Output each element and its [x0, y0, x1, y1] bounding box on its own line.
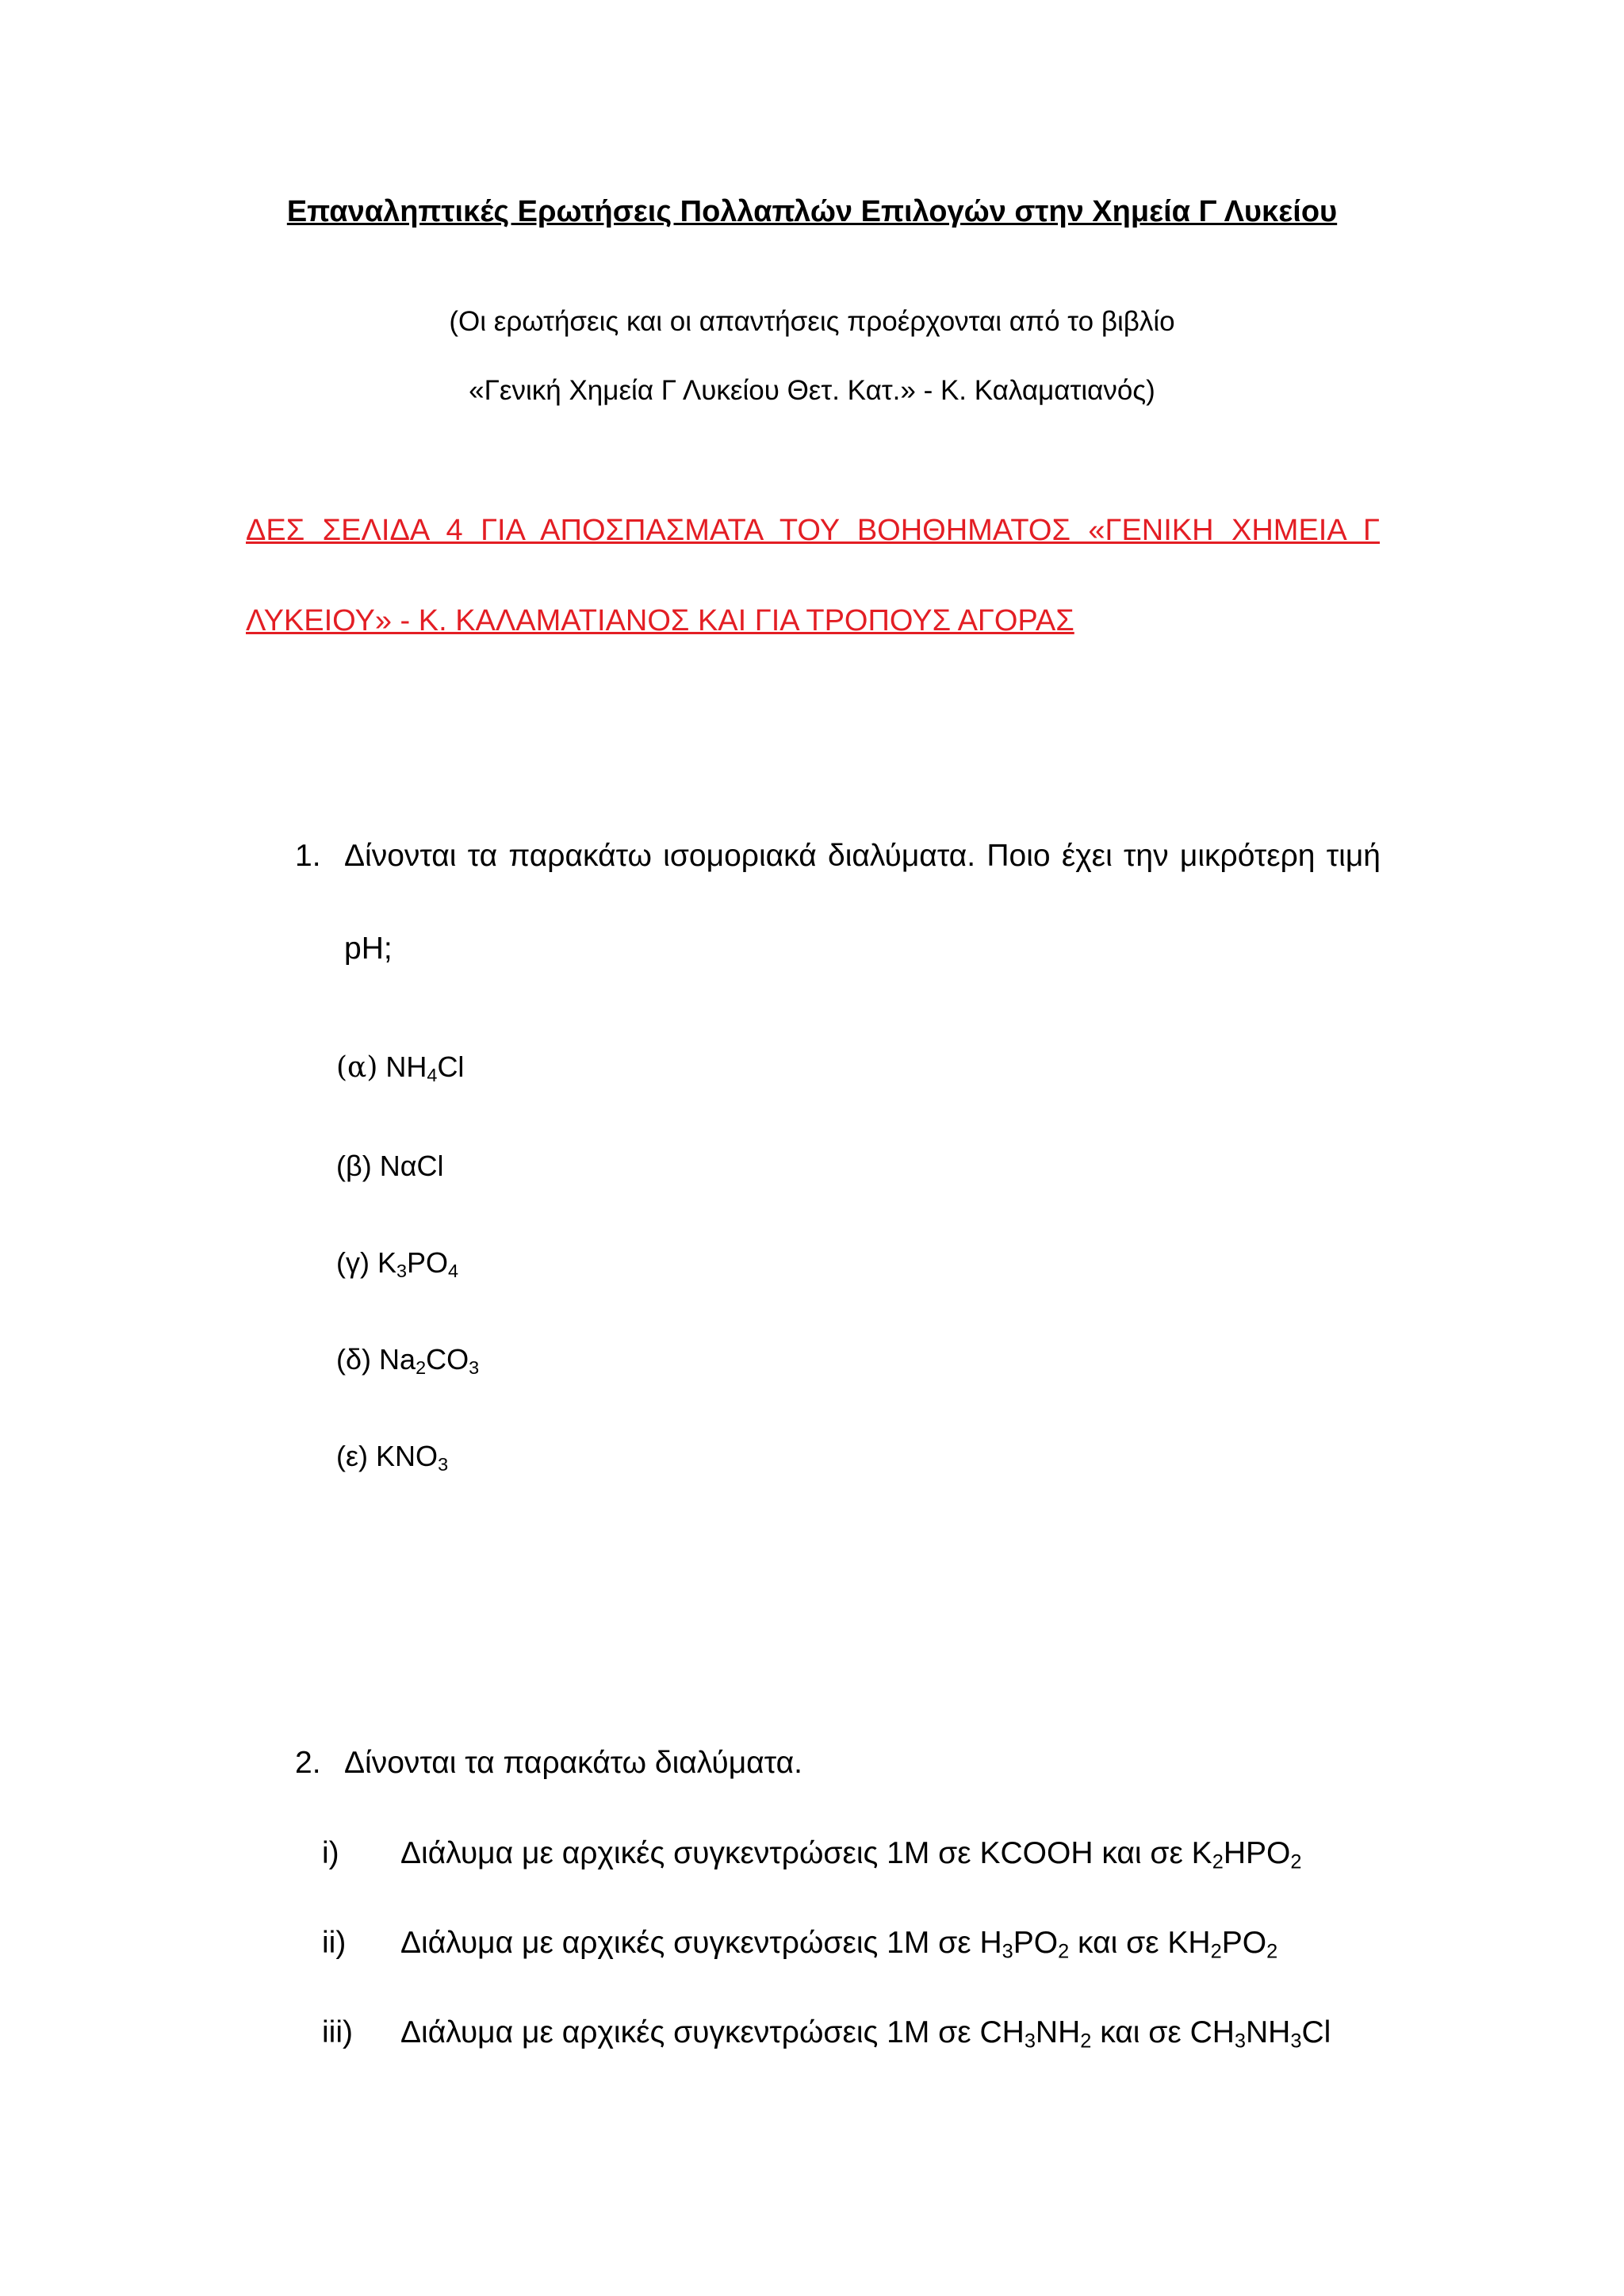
document-title: Επαναληπτικές Ερωτήσεις Πολλαπλών Επιλογών στην Χημεία Γ Λυκείου: [286, 195, 1338, 228]
solution-i: Διάλυμα με αρχικές συγκεντρώσεις 1Μ σε KCOOH και σε $K_2HPO_2$: [400, 1836, 1302, 1873]
option-b: (β) NαCl: [336, 1150, 444, 1182]
question-1-text-cont: pH;: [344, 932, 393, 966]
question-2-text: Δίνονται τα παρακάτω διαλύματα.: [344, 1746, 802, 1780]
option-c: (γ) $K_3PO_4$: [336, 1246, 459, 1281]
option-label: (α): [336, 1051, 378, 1084]
option-d: (δ) $Na_2CO_3$: [336, 1343, 480, 1378]
source-line-1: (Οι ερωτήσεις και οι απαντήσεις προέρχονται από το βιβλίο: [449, 306, 1175, 337]
notice-link-line-1[interactable]: ΔΕΣ ΣΕΛΙΔΑ 4 ΓΙΑ ΑΠΟΣΠΑΣΜΑΤΑ ΤΟΥ ΒΟΗΘΗΜΑΤΟΣ «ΓΕΝΙΚΗ ΧΗΜΕΙΑ Γ: [246, 514, 1380, 547]
solution-ii-label: ii): [322, 1926, 347, 1960]
solution-iii-label: iii): [322, 2015, 353, 2049]
solution-iii: Διάλυμα με αρχικές συγκεντρώσεις 1Μ σε $CH_3NH_2$ και σε $CH_3NH_3Cl$: [400, 2015, 1331, 2053]
solution-i-label: i): [322, 1836, 339, 1870]
question-1-text: Δίνονται τα παρακάτω ισομοριακά διαλύματα. Ποιο έχει την μικρότερη τιμή: [344, 839, 1381, 873]
solution-ii: Διάλυμα με αρχικές συγκεντρώσεις 1Μ σε $H_3PO_2$ και σε $KH_2PO_2$: [400, 1926, 1278, 1963]
option-label: (β): [336, 1150, 372, 1182]
option-label: (ε): [336, 1440, 369, 1472]
question-2-number: 2.: [295, 1746, 321, 1780]
option-a: (α) $NH_4Cl$: [336, 1050, 465, 1085]
question-1-number: 1.: [295, 839, 321, 873]
option-e: (ε) $KNO_3$: [336, 1440, 449, 1475]
option-label: (γ): [336, 1246, 370, 1279]
source-line-2: «Γενική Χημεία Γ Λυκείου Θετ. Κατ.» - Κ. Καλαματιανός): [469, 375, 1155, 406]
option-label: (δ): [336, 1343, 372, 1376]
notice-link-line-2[interactable]: ΛΥΚΕΙΟΥ» - Κ. ΚΑΛΑΜΑΤΙΑΝΟΣ ΚΑΙ ΓΙΑ ΤΡΟΠΟΥΣ ΑΓΟΡΑΣ: [246, 604, 1074, 637]
